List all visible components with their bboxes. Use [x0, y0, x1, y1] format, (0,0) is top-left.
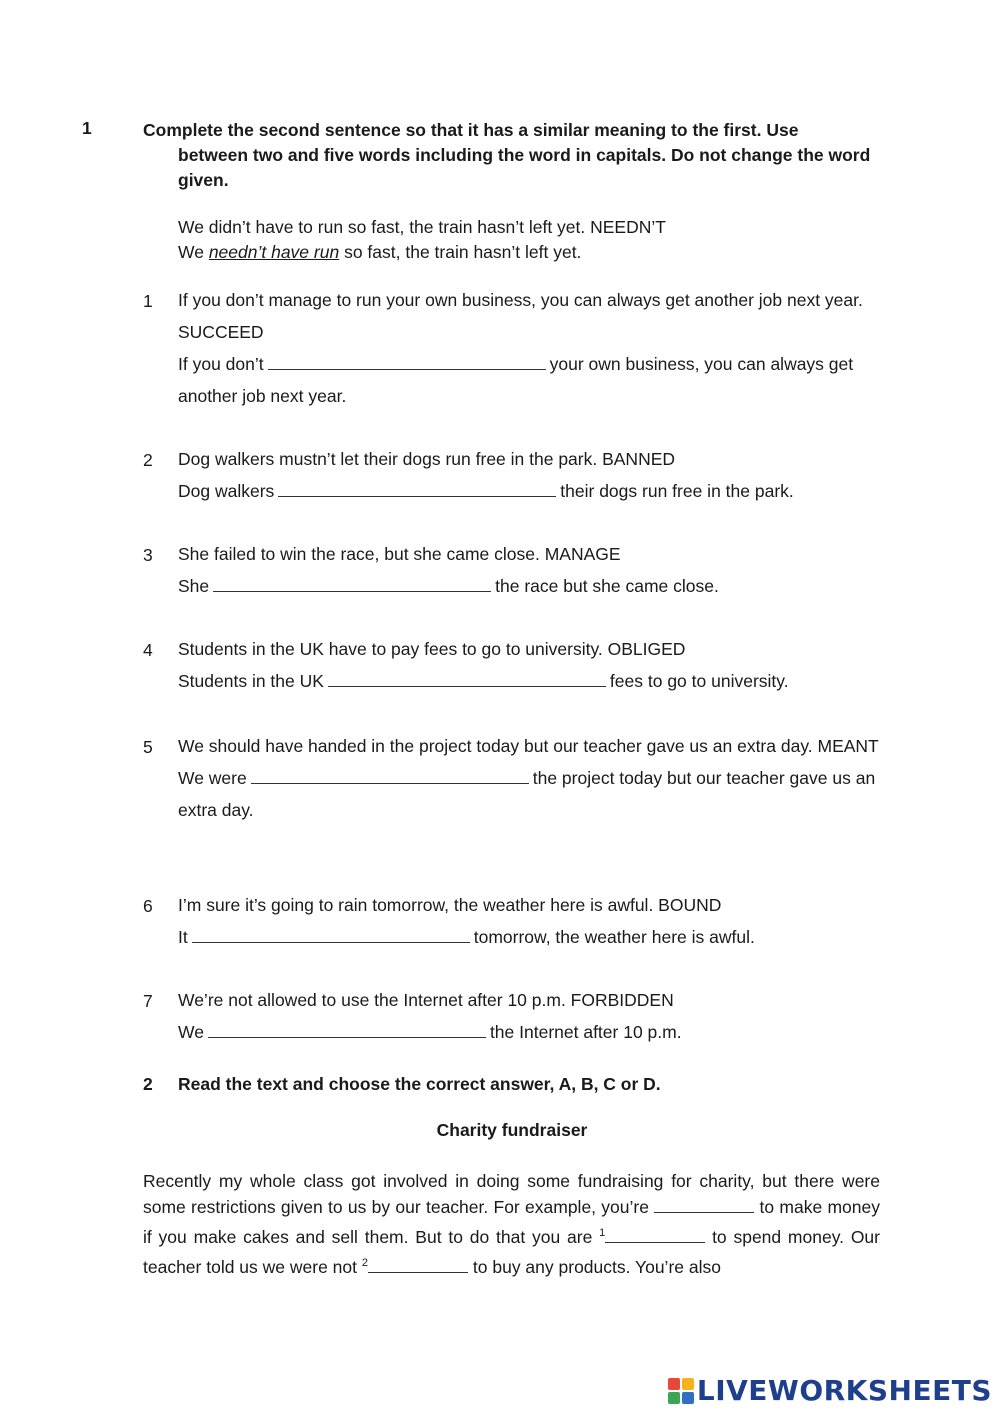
item-6-after: tomorrow, the weather here is awful. [473, 927, 755, 947]
reading-text-part-a: Recently my whole class got involved in doing some fundraising for charity, but there were some restrictions given to us by our teacher. For example, you’re [143, 1171, 880, 1217]
item-7-after: the Internet after 10 p.m. [489, 1022, 682, 1042]
gap-2[interactable] [368, 1256, 468, 1273]
item-5-before: We were [178, 768, 247, 788]
item-3 [178, 538, 888, 602]
example-gap[interactable] [654, 1196, 754, 1213]
item-4-number: 4 [143, 640, 153, 660]
example-answer [178, 240, 666, 265]
section-2-instruction [143, 1074, 661, 1095]
text-title: Charity fundraiser [436, 1120, 588, 1140]
item-3-blank[interactable] [213, 573, 491, 592]
item-3-number: 3 [143, 545, 153, 565]
item-4-blank[interactable] [328, 668, 606, 687]
example-answer-text: needn’t have run [208, 242, 340, 262]
item-3-prompt: She failed to win the race, but she came close. MANAGE [178, 544, 621, 564]
item-4-prompt: Students in the UK have to pay fees to go to university. OBLIGED [178, 639, 686, 659]
item-4 [178, 633, 888, 697]
reading-text-part-b: to make money if you make cakes and sell them. But to do that you are [143, 1197, 880, 1247]
item-4-after: fees to go to university. [609, 671, 789, 691]
item-2-blank[interactable] [278, 478, 556, 497]
item-6-blank[interactable] [192, 924, 470, 943]
example-sentence: We didn’t have to run so fast, the train hasn’t left yet. NEEDN’T [178, 217, 666, 237]
instruction-line-1: Complete the second sentence so that it has a similar meaning to the first. Use [143, 120, 799, 140]
reading-text-part-c: to spend money. Our teacher told us we were not [143, 1226, 880, 1277]
item-6 [178, 889, 888, 953]
item-6-answer [178, 921, 888, 953]
instruction-rest: between two and five words including the word in capitals. Do not change the word given. [178, 145, 871, 190]
item-5 [178, 730, 888, 826]
item-5-number: 5 [143, 737, 153, 757]
gap-2-number: 2 [361, 1256, 369, 1269]
logo-icon [668, 1378, 694, 1404]
item-7-answer [178, 1016, 888, 1048]
item-7-before: We [178, 1022, 204, 1042]
item-2-before: Dog walkers [178, 481, 275, 501]
item-6-before: It [178, 927, 188, 947]
example-answer-prefix: We [178, 242, 204, 262]
gap-1-number: 1 [599, 1227, 606, 1239]
item-3-after: the race but she came close. [495, 576, 719, 596]
item-5-after: the project today but our teacher gave us an extra day. [178, 768, 876, 820]
reading-text [143, 1168, 880, 1280]
section-1-number: 1 [82, 118, 92, 138]
item-4-before: Students in the UK [178, 671, 324, 691]
item-6-number: 6 [143, 896, 153, 916]
item-2 [178, 443, 888, 507]
item-4-answer [178, 665, 888, 697]
item-6-prompt: I’m sure it’s going to rain tomorrow, the weather here is awful. BOUND [178, 895, 722, 915]
item-2-after: their dogs run free in the park. [560, 481, 794, 501]
item-1-after: your own business, you can always get another job next year. [178, 354, 854, 406]
item-7-blank[interactable] [208, 1019, 486, 1038]
item-5-blank[interactable] [251, 765, 529, 784]
item-7-prompt: We’re not allowed to use the Internet after 10 p.m. FORBIDDEN [178, 990, 674, 1010]
item-1-answer [178, 348, 888, 412]
logo-text: LIVEWORKSHEETS [696, 1374, 992, 1407]
item-1-prompt: If you don’t manage to run your own business, you can always get another job next year. SUCCEED [178, 290, 863, 342]
section-2-number: 2 [143, 1074, 153, 1094]
item-7 [178, 984, 888, 1048]
item-2-answer [178, 475, 888, 507]
section-1-instruction [143, 118, 883, 193]
item-5-prompt: We should have handed in the project today but our teacher gave us an extra day. MEANT [178, 736, 879, 756]
item-1-before: If you don’t [178, 354, 264, 374]
item-3-before: She [178, 576, 210, 596]
item-2-number: 2 [143, 450, 153, 470]
item-2-prompt: Dog walkers mustn’t let their dogs run free in the park. BANNED [178, 449, 676, 469]
item-7-number: 7 [143, 991, 153, 1011]
item-5-answer [178, 762, 888, 826]
gap-1[interactable] [605, 1226, 705, 1243]
item-3-answer [178, 570, 888, 602]
section-2-instruction-text: Read the text and choose the correct answer, A, B, C or D. [178, 1074, 661, 1094]
item-1-blank[interactable] [268, 351, 546, 370]
reading-text-part-d: to buy any products. You’re also [472, 1256, 721, 1277]
example [178, 215, 666, 265]
item-1-number: 1 [143, 291, 153, 311]
item-1 [178, 284, 888, 412]
example-answer-suffix: so fast, the train hasn’t left yet. [344, 242, 582, 262]
liveworksheets-logo [668, 1374, 992, 1407]
